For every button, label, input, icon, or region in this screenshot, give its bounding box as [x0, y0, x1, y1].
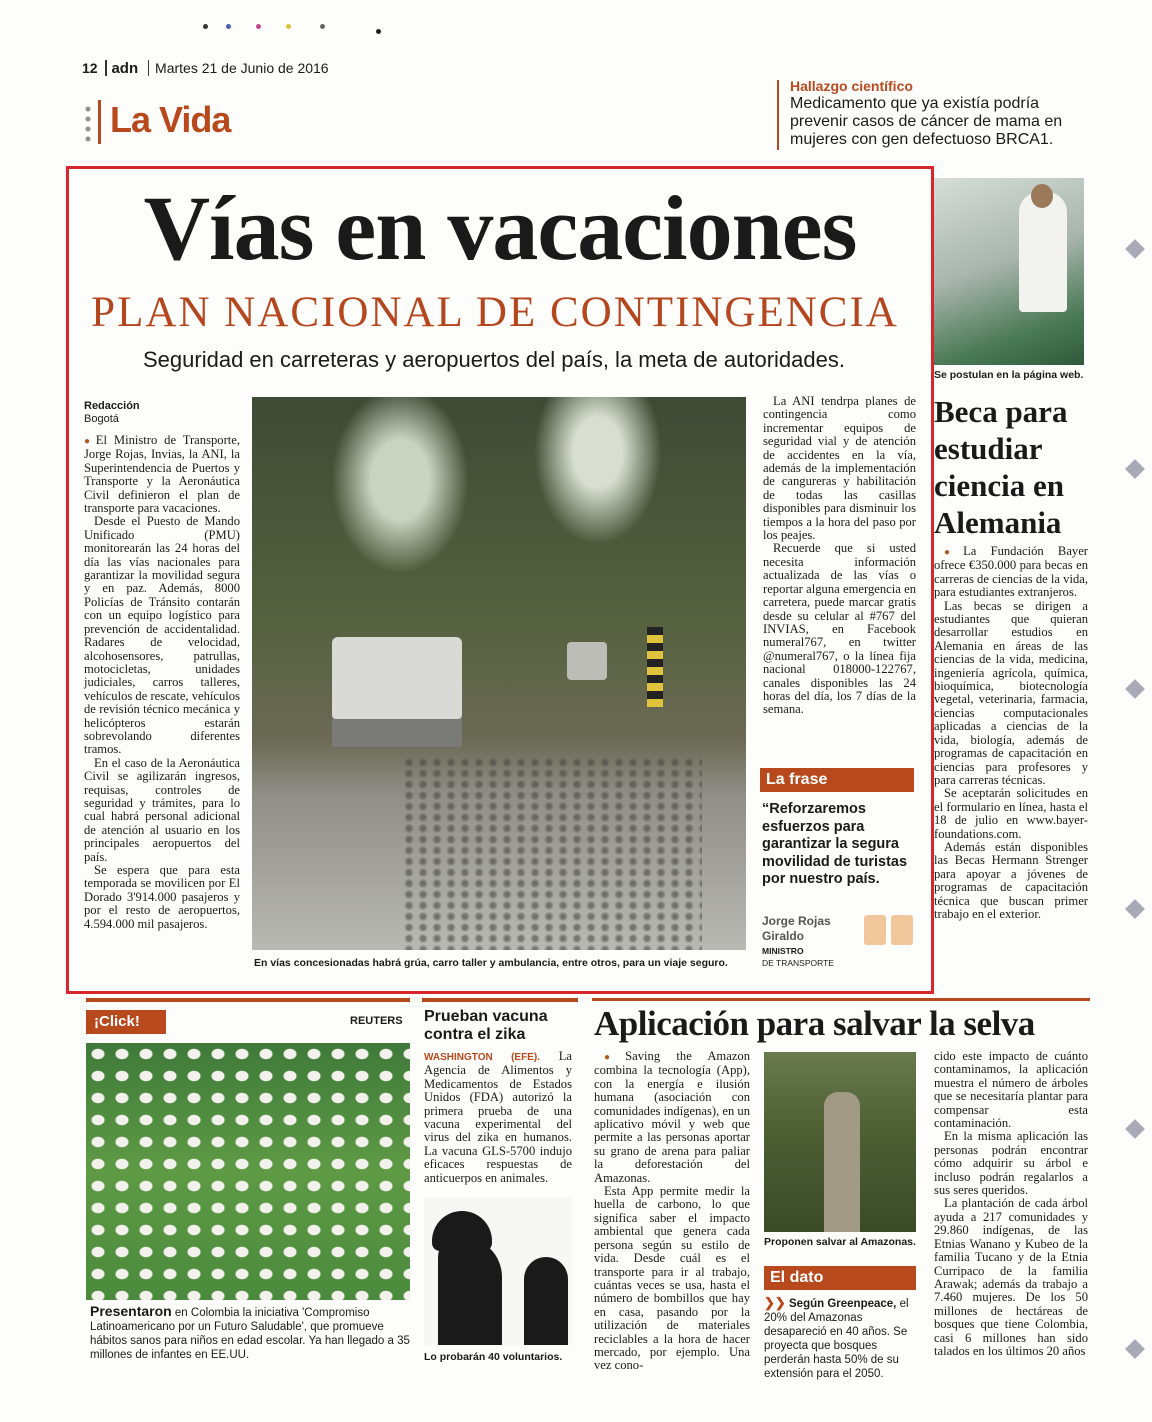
- byline: [84, 400, 140, 426]
- forest-caption: Proponen salvar al Amazonas.: [764, 1236, 916, 1248]
- print-mark: [376, 29, 381, 34]
- teaser-kicker: Hallazgo científico: [790, 78, 913, 94]
- paragraph: Se aceptarán solicitudes en el formulario en línea, hasta el 18 de julio en www.bayer-foundations.com.: [934, 786, 1088, 841]
- frase-role-1: MINISTRO: [762, 946, 804, 956]
- frase-quote: “Reforzaremos esfuerzos para garantizar la segura movilidad de turistas por nuestro país.: [762, 801, 908, 887]
- teaser-rule: [777, 80, 779, 150]
- location: Bogotá: [84, 413, 119, 425]
- paragraph: La ANI tendrpa planes de contingencia como incrementar equipos de seguridad vial y de atención de accidentes en la vía, además de la implementación de cangureras y habilitación de todas las casillas disponibles para disminuir los tiempos a la hora del paso por los peajes.: [763, 394, 916, 543]
- paragraph: En el caso de la Aeronáutica Civil se agilizarán ingresos, requisas, controles de seguridad y trámites, para lo cual habrá personal adicional de atención al usuario en los principales aeropuertos del país.: [84, 755, 240, 864]
- paper-name: adn: [111, 60, 139, 77]
- print-mark: [226, 24, 231, 29]
- margin-ornament: [1125, 679, 1145, 699]
- click-caption: [90, 1304, 410, 1362]
- subtitle: Seguridad en carreteras y aeropuertos del país, la meta de autoridades.: [143, 347, 845, 372]
- headline: Vías en vacaciones: [143, 177, 857, 279]
- margin-ornament: [1125, 1339, 1145, 1359]
- zika-dateline: WASHINGTON (EFE).: [424, 1052, 540, 1063]
- frase-tag: La frase: [760, 768, 914, 792]
- page-header: [82, 60, 382, 80]
- selva-title: Aplicación para salvar la selva: [594, 1004, 1035, 1043]
- kicker: PLAN NACIONAL DE CONTINGENCIA: [91, 289, 899, 336]
- click-caption-lead: Presentaron: [90, 1303, 172, 1319]
- article-col-3: [763, 395, 916, 717]
- paragraph: La plantación de cada árbol ayuda a 217 comunidades y 29.860 indígenas, de las Etnias Wanano y Kubeo de la familia Tucano y de la Etnia Curripaco de la familia Arawak; además da trabajo a 7.460 mujeres. De los 50 millones de hectáreas de bosques que tiene Colombia, casi 6 millones han sido talados en los últimos 20 años: [934, 1196, 1088, 1358]
- teaser-text: Medicamento que ya existía podría prevenir casos de cáncer de mama en mujeres con gen defectuoso BRCA1.: [790, 95, 1063, 148]
- selva-col-3: [934, 1050, 1088, 1358]
- print-mark: [320, 24, 325, 29]
- margin-ornament: [1125, 1119, 1145, 1139]
- forest-photo: [764, 1052, 916, 1232]
- quote-mark-icon: [891, 915, 913, 945]
- dato-lead: Según Greenpeace,: [789, 1298, 897, 1310]
- paragraph: Esta App permite medir la huella de carbono, lo que significa saber el impacto ambiental que genera cada persona según su estilo de vida. Desde cuál es el transporte para ir al trabajo, cuántas veces se usa, hasta el número de bombillos que hay en casa, pasando por la utilización de materiales reciclables a la hora de hacer mercado, por ejemplo. Una vez cono-: [594, 1184, 750, 1373]
- yoga-photo: [86, 1043, 410, 1300]
- zika-rule: [422, 998, 578, 1002]
- beca-body: [934, 545, 1088, 921]
- print-mark: [203, 24, 208, 29]
- arrow-icon: ❯❯: [764, 1295, 786, 1310]
- beca-title: Beca para estudiar ciencia en Alemania: [934, 394, 1068, 540]
- paragraph: Además están disponibles las Becas Hermann Strenger para apoyar a jóvenes de programas de capacitación técnica que buscan primer trabajo en el exterior.: [934, 839, 1088, 921]
- click-rule: [86, 998, 410, 1002]
- frase-author: Jorge Rojas Giraldo: [762, 914, 831, 943]
- page-date: Martes 21 de Junio de 2016: [155, 60, 329, 76]
- dato-tag: El dato: [764, 1266, 916, 1290]
- author: Redacción: [84, 400, 140, 412]
- paragraph: cido este impacto de cuánto contaminamos, la aplicación muestra el número de árboles que se necesitaría plantar para compensar esta contaminación.: [934, 1049, 1088, 1131]
- section-dots: [84, 104, 92, 144]
- suv: [567, 642, 607, 680]
- margin-ornament: [1125, 239, 1145, 259]
- truck: [332, 637, 462, 747]
- paragraph: ● El Ministro de Transporte, Jorge Rojas, Invias, la ANI, la Superintendencia de Puertos y Transporte y la Aeronáutica Civil definieron el plan de transporte para vacaciones.: [84, 434, 240, 515]
- quote-mark-icon: [864, 915, 886, 945]
- paragraph: ● Saving the Amazon combina la tecnología (App), con la energía e ilusión humana (asociación con comunidades indígenas), en un aplicativo móvil y web que permite a las personas aportar su grano de arena para paliar la deforestación del Amazonas.: [594, 1050, 750, 1185]
- page-number: 12: [82, 60, 98, 76]
- frase-role-2: DE TRANSPORTE: [762, 958, 834, 968]
- paragraph: Se espera que para esta temporada se movilicen por El Dorado 3'914.000 pasajeros y por el resto de aeropuertos, 4.594.000 mil pasajeros.: [84, 863, 240, 931]
- click-tag: ¡Click!: [86, 1010, 166, 1034]
- click-caption-text: en Colombia la iniciativa 'Compromiso Latinoamericano por un Futuro Saludable', que promueve hábitos sanos para niños en edad escolar. Ya han llegado a 35 millones de infantes en EE.UU.: [90, 1307, 410, 1361]
- paragraph: En la misma aplicación las personas podrán encontrar cómo adquirir su árbol e incluso podrán regalarlos a sus seres queridos.: [934, 1129, 1088, 1198]
- print-mark: [286, 24, 291, 29]
- silhouette-photo: [424, 1197, 572, 1345]
- paragraph: Recuerde que si usted necesita información actualizada de las vías o reportar alguna emergencia en carretera, puede marcar gratis desde su celular al #767 del INVIAS, en Facebook numeral767, en twitter @numeral767, o la línea fija nacional 018000-122767, canales disponibles las 24 horas del día, los 7 días de la semana.: [763, 541, 916, 717]
- selva-rule: [592, 998, 1090, 1001]
- margin-ornament: [1125, 899, 1145, 919]
- lab-photo: [934, 178, 1084, 365]
- zika-text: La Agencia de Alimentos y Medicamentos de Estados Unidos (FDA) autorizó la primera prueba de una vacuna experimental del virus del zika en humanos. La vacuna GLS-5700 indujo eficaces respuestas de anticuerpos en animales.: [424, 1049, 572, 1185]
- print-mark: [256, 24, 261, 29]
- beca-photo-caption: Se postulan en la página web.: [934, 369, 1084, 381]
- paragraph: Desde el Puesto de Mando Unificado (PMU) monitorearán las 24 horas del día las vías nacionales para garantizar la movilidad segura y en paz. Además, 8000 Policías de Tránsito contarán con un equipo logístico para prevención de accidentalidad. Radares de velocidad, alcohosensores, patrullas, motocicletas, unidades judiciales, carros talleres, vehículos de rescate, vehículos de revisión técnico mecánica y helicópteros estarán sobrevolando diferentes tramos.: [84, 514, 240, 757]
- selva-col-1: [594, 1050, 750, 1373]
- dato-body: el 20% del Amazonas desapareció en 40 años. Se proyecta que bosques perderán hasta 50% de su extensión para el 2050.: [764, 1298, 909, 1380]
- article-col-1: [84, 434, 240, 931]
- road-photo: [252, 397, 746, 950]
- click-credit: REUTERS: [350, 1015, 403, 1027]
- section-title: La Vida: [110, 99, 231, 140]
- zika-caption: Lo probarán 40 voluntarios.: [424, 1351, 563, 1363]
- section-rule: [98, 100, 101, 144]
- margin-ornament: [1125, 459, 1145, 479]
- paragraph: ● La Fundación Bayer ofrece €350.000 para becas en carreras de ciencias de la vida, para estudiantes extranjeros.: [934, 545, 1088, 600]
- dato-text: [764, 1296, 916, 1381]
- paragraph: Las becas se dirigen a estudiantes que quieran desarrollar estudios en Alemania en áreas de las ciencias de la vida, medicina, ingeniería agrícola, química, bioquímica, biotecnología vegetal, veterinaria, farmacia, ciencias computacionales aplicadas a ciencias de la vida, biología, además de programas de capacitación en ciencias para profesores y para carreras técnicas.: [934, 598, 1088, 787]
- zika-body: [424, 1050, 572, 1185]
- zika-title: Prueban vacuna contra el zika: [424, 1008, 548, 1043]
- photo-caption: En vías concesionadas habrá grúa, carro taller y ambulancia, entre otros, para un viaje seguro.: [254, 957, 728, 969]
